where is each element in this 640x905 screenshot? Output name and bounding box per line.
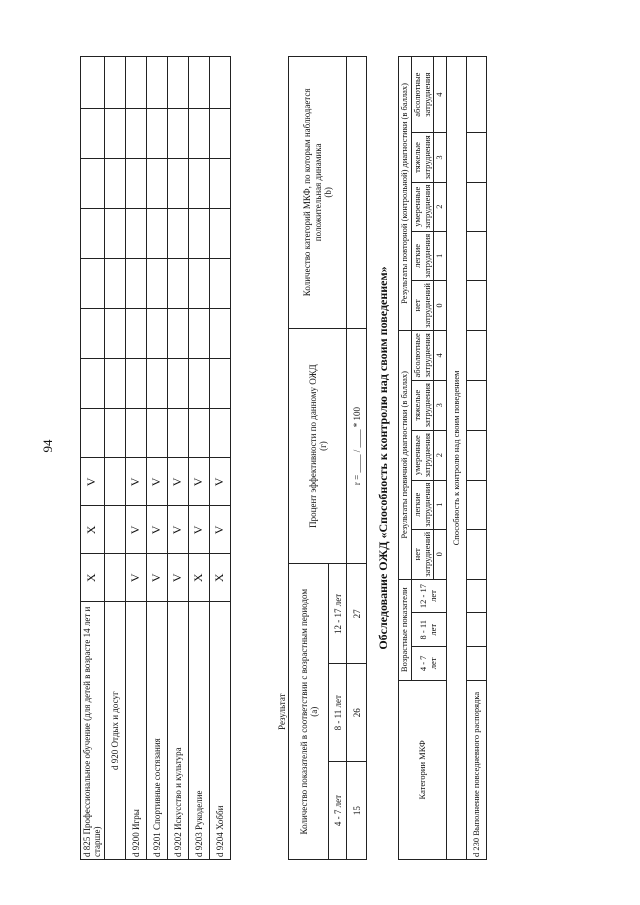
empty-cell [125,57,146,109]
activity-row [125,57,146,860]
activity-mark: V [209,458,230,506]
empty-cell [188,358,209,408]
activity-row [209,57,230,860]
activity-mark: V [167,458,188,506]
empty-cell [81,308,105,358]
percent-header: Процент эффективности по данному ОЖД (г) [289,328,347,564]
score-4: 4 [434,330,447,380]
empty-cell [167,208,188,258]
survey-age-12-17: 12 - 17 лет [411,579,446,613]
empty-cell [167,158,188,208]
summary-table [276,56,367,860]
activity-row [188,57,209,860]
age-8-11: 8 - 11 лет [329,664,347,762]
activity-mark: V [167,506,188,554]
empty-cell [209,158,230,208]
empty-cell [146,208,167,258]
activity-mark: V [146,506,167,554]
activity-row [167,57,188,860]
empty-cell [188,158,209,208]
activity-mark: V [146,554,167,602]
empty-cell [209,208,230,258]
empty-cell [104,208,125,258]
empty-cell [188,208,209,258]
activity-mark: Х [81,506,105,554]
repeat-level-absolute: абсолютные затруднения [411,57,434,133]
empty-cell [167,109,188,159]
level-severe: тяжелые затруднения [411,380,434,430]
empty-cell [146,158,167,208]
empty-cell [104,158,125,208]
first-item-row: d 230 Выполнение повседневного распорядка [467,680,487,859]
empty-cell [146,358,167,408]
activity-label: d 9204 Хобби [209,602,230,860]
empty-cell [167,258,188,308]
activity-mark: V [167,554,188,602]
group-row: Способность к контролю над своим поведением [447,57,467,860]
empty-cell [104,358,125,408]
age-12-17: 12 - 17 лет [329,564,347,664]
score-0: 0 [434,529,447,579]
activity-mark: V [209,506,230,554]
score-3: 3 [434,380,447,430]
activity-mark: V [146,458,167,506]
level-moderate: умеренные затруднения [411,430,434,480]
empty-cell [125,208,146,258]
empty-cell [104,57,125,109]
primary-results-header: Результаты первичной диагностики (в баллах) [399,330,412,579]
level-light: легкие затруднения [411,480,434,529]
repeat-level-severe: тяжелые затруднения [411,133,434,182]
empty-cell [167,358,188,408]
empty-cell [125,158,146,208]
empty-cell [104,458,125,506]
empty-cell [209,408,230,458]
empty-cell [104,308,125,358]
value-8-11: 26 [347,664,367,762]
section-title: Обследование ОЖД «Способность к контролю над своим поведением» [376,266,390,650]
activity-mark: V [81,458,105,506]
empty-cell [81,208,105,258]
empty-cell [188,408,209,458]
empty-cell [209,57,230,109]
score-2: 2 [434,430,447,480]
value-12-17: 27 [347,564,367,664]
empty-cell [209,358,230,408]
survey-table [398,56,487,860]
activity-row [146,57,167,860]
activity-label: d 825 Профессиональное обучение (для детей в возрасте 14 лет и старше) [81,602,105,860]
repeat-level-none: нет затруднений [411,281,434,331]
value-4-7: 15 [347,762,367,860]
activity-row [81,57,105,860]
empty-cell [188,109,209,159]
activity-label: d 920 Отдых и досуг [104,602,125,860]
activity-label: d 9201 Спортивные состязания [146,602,167,860]
level-absolute: абсолютные затруднения [411,330,434,380]
empty-cell [104,258,125,308]
empty-cell [125,109,146,159]
repeat-score-2: 2 [434,182,447,231]
activity-mark: V [125,458,146,506]
age-header: Возрастные показатели [399,579,412,680]
empty-cell [167,57,188,109]
activity-mark: V [125,554,146,602]
empty-cell [188,308,209,358]
dynamics-header: Количество категорий МКФ, по которым наблюдается положительная динамика (b) [289,57,347,329]
activity-mark: V [125,506,146,554]
activity-mark: Х [81,554,105,602]
repeat-score-3: 3 [434,133,447,182]
empty-cell [188,57,209,109]
empty-cell [81,358,105,408]
activity-label: d 9200 Игры [125,602,146,860]
repeat-score-0: 0 [434,281,447,331]
repeat-level-moderate: умеренные затруднения [411,182,434,231]
activity-mark: V [188,458,209,506]
empty-cell [125,308,146,358]
activity-mark: Х [188,554,209,602]
result-label: Результат [276,564,289,860]
age-4-7: 4 - 7 лет [329,762,347,860]
empty-cell [209,109,230,159]
empty-cell [81,258,105,308]
empty-cell [125,258,146,308]
empty-cell [209,258,230,308]
empty-cell [81,57,105,109]
empty-cell [167,408,188,458]
empty-cell [146,308,167,358]
activity-row [104,57,125,860]
activity-mark: Х [209,554,230,602]
empty-cell [104,408,125,458]
score-1: 1 [434,480,447,529]
category-header: Категории МКФ [399,680,447,859]
empty-cell [146,57,167,109]
empty-cell [146,109,167,159]
empty-cell [146,258,167,308]
page-number: 94 [40,439,55,453]
empty-cell [146,408,167,458]
empty-cell [167,308,188,358]
empty-cell [81,109,105,159]
percent-formula: r = ____ / ____ * 100 [347,328,367,564]
rotated-page-content [80,56,578,860]
empty-cell [81,158,105,208]
activity-label: d 9203 Рукоделие [188,602,209,860]
survey-age-4-7: 4 - 7 лет [411,647,446,681]
level-none: нет затруднений [411,529,434,579]
empty-cell [125,358,146,408]
repeat-results-header: Результаты повторной (контрольной) диагностики (в баллах) [399,57,412,331]
empty-cell [104,506,125,554]
repeat-level-light: легкие затруднения [411,231,434,280]
empty-cell [209,308,230,358]
repeat-score-4: 4 [434,57,447,133]
count-header: Количество показателей в соответствии с возрастным периодом (а) [289,564,329,860]
survey-age-8-11: 8 - 11 лет [411,613,446,647]
dynamics-value [347,57,367,329]
empty-cell [125,408,146,458]
empty-cell [188,258,209,308]
activity-mark: V [188,506,209,554]
empty-cell [104,109,125,159]
activity-label: d 9202 Искусство и культура [167,602,188,860]
empty-cell [104,554,125,602]
empty-cell [81,408,105,458]
repeat-score-1: 1 [434,231,447,280]
activities-table [80,56,231,860]
